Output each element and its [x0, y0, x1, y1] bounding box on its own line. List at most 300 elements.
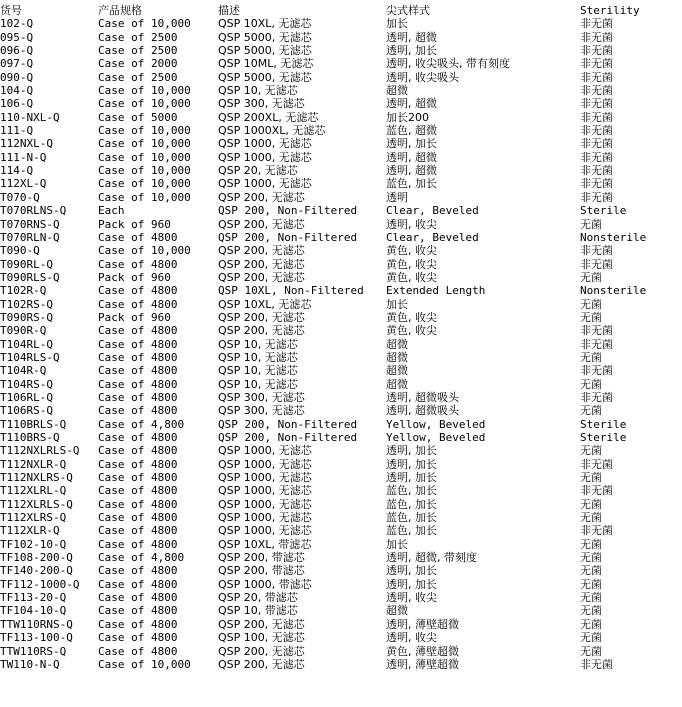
cell-part-number: 090-Q: [0, 70, 34, 84]
cell-part-number: T112XLRL-Q: [0, 484, 67, 498]
cell-sterility: 无菌: [580, 604, 602, 618]
cell-description: QSP 1000, 无滤芯: [218, 150, 312, 164]
cell-pack-size: Case of 2500: [98, 44, 178, 58]
cell-tip-style: 加长: [386, 297, 408, 311]
cell-description: QSP 10, 无滤芯: [218, 350, 298, 364]
cell-sterility: 无菌: [580, 631, 602, 645]
cell-part-number: 112XL-Q: [0, 177, 47, 191]
cell-description: QSP 10XL, Non-Filtered: [218, 284, 364, 298]
cell-description: QSP 10, 无滤芯: [218, 364, 298, 378]
table-row: [0, 578, 682, 591]
cell-pack-size: Case of 4800: [98, 631, 178, 645]
cell-description: QSP 1000, 无滤芯: [218, 444, 312, 458]
cell-sterility: 非无菌: [580, 110, 613, 124]
cell-description: QSP 200, 无滤芯: [218, 257, 305, 271]
cell-description: QSP 200, Non-Filtered: [218, 417, 358, 431]
cell-pack-size: Case of 10,000: [98, 657, 191, 671]
cell-description: QSP 1000, 带滤芯: [218, 577, 312, 591]
cell-tip-style: 黄色, 收尖: [386, 310, 437, 324]
cell-description: QSP 200, 无滤芯: [218, 324, 305, 338]
cell-sterility: 非无菌: [580, 244, 613, 258]
cell-tip-style: 透明, 加长: [386, 137, 437, 151]
cell-pack-size: Case of 4800: [98, 444, 178, 458]
cell-part-number: TF102-10-Q: [0, 537, 67, 551]
table-row: [0, 444, 682, 457]
cell-sterility: 非无菌: [580, 44, 613, 58]
cell-part-number: T070RLN-Q: [0, 230, 60, 244]
cell-sterility: 无菌: [580, 404, 602, 418]
cell-pack-size: Case of 4800: [98, 471, 178, 485]
cell-sterility: 非无菌: [580, 70, 613, 84]
cell-tip-style: 黄色, 薄壁超微: [386, 644, 459, 658]
cell-tip-style: 透明, 薄壁超微: [386, 657, 459, 671]
cell-pack-size: Case of 4800: [98, 524, 178, 538]
cell-pack-size: Case of 4800: [98, 577, 178, 591]
cell-pack-size: Case of 4800: [98, 537, 178, 551]
table-row: [0, 484, 682, 497]
cell-sterility: 无菌: [580, 577, 602, 591]
table-row: [0, 604, 682, 617]
table-row: [0, 391, 682, 404]
cell-pack-size: Case of 2500: [98, 30, 178, 44]
cell-description: QSP 10XL, 带滤芯: [218, 537, 312, 551]
cell-description: QSP 200, 带滤芯: [218, 551, 305, 565]
table-row: [0, 231, 682, 244]
cell-tip-style: 蓝色, 加长: [386, 484, 437, 498]
cell-sterility: 非无菌: [580, 124, 613, 138]
cell-sterility: 无菌: [580, 350, 602, 364]
table-row: [0, 44, 682, 57]
table-row: [0, 258, 682, 271]
cell-tip-style: 加长200: [386, 110, 429, 124]
cell-part-number: 095-Q: [0, 30, 34, 44]
cell-part-number: T104R-Q: [0, 364, 47, 378]
cell-description: QSP 5000, 无滤芯: [218, 44, 312, 58]
cell-description: QSP 300, 无滤芯: [218, 390, 305, 404]
cell-description: QSP 200, 无滤芯: [218, 617, 305, 631]
table-row: [0, 97, 682, 110]
cell-part-number: 111-N-Q: [0, 150, 47, 164]
table-body: [0, 17, 682, 671]
cell-pack-size: Each: [98, 204, 125, 218]
table-row: [0, 458, 682, 471]
cell-sterility: 非无菌: [580, 57, 613, 71]
cell-sterility: 无菌: [580, 497, 602, 511]
cell-sterility: 非无菌: [580, 257, 613, 271]
cell-sterility: 无菌: [580, 537, 602, 551]
cell-pack-size: Case of 10,000: [98, 150, 191, 164]
cell-tip-style: 蓝色, 超微: [386, 124, 437, 138]
cell-tip-style: Extended Length: [386, 284, 486, 298]
cell-pack-size: Pack of 960: [98, 310, 171, 324]
cell-sterility: 无菌: [580, 644, 602, 658]
cell-tip-style: 透明, 超微吸头: [386, 390, 459, 404]
cell-part-number: 112NXL-Q: [0, 137, 53, 151]
cell-sterility: 无菌: [580, 297, 602, 311]
cell-pack-size: Case of 10,000: [98, 244, 191, 258]
table-row: [0, 124, 682, 137]
cell-part-number: T090R-Q: [0, 324, 47, 338]
cell-part-number: T112NXLRLS-Q: [0, 444, 80, 458]
table-row: [0, 151, 682, 164]
cell-tip-style: 透明, 超微吸头: [386, 404, 459, 418]
table-row: [0, 244, 682, 257]
cell-pack-size: Pack of 960: [98, 217, 171, 231]
table-row: [0, 57, 682, 70]
table-row: [0, 271, 682, 284]
table-row: [0, 338, 682, 351]
cell-tip-style: 加长: [386, 537, 408, 551]
cell-pack-size: Case of 4800: [98, 511, 178, 525]
cell-sterility: 非无菌: [580, 324, 613, 338]
cell-sterility: 非无菌: [580, 164, 613, 178]
cell-tip-style: Clear, Beveled: [386, 230, 479, 244]
cell-part-number: T090RL-Q: [0, 257, 53, 271]
cell-tip-style: 透明, 超微: [386, 150, 437, 164]
cell-pack-size: Case of 4800: [98, 364, 178, 378]
cell-tip-style: 黄色, 收尖: [386, 324, 437, 338]
cell-part-number: TF112-1000-Q: [0, 577, 80, 591]
cell-sterility: 非无菌: [580, 137, 613, 151]
cell-description: QSP 200, 无滤芯: [218, 644, 305, 658]
cell-description: QSP 200, 带滤芯: [218, 564, 305, 578]
cell-sterility: 无菌: [580, 310, 602, 324]
cell-tip-style: 透明, 超微: [386, 97, 437, 111]
table-row: [0, 177, 682, 190]
column-header-part-number: 货号: [0, 4, 22, 17]
table-row: [0, 511, 682, 524]
column-header-sterility: Sterility: [580, 4, 640, 17]
cell-part-number: T090-Q: [0, 244, 40, 258]
column-header-tip-style: 尖式样式: [386, 4, 430, 17]
cell-description: QSP 200, 无滤芯: [218, 657, 305, 671]
cell-part-number: T102R-Q: [0, 284, 47, 298]
cell-description: QSP 10, 无滤芯: [218, 377, 298, 391]
cell-pack-size: Case of 4800: [98, 604, 178, 618]
cell-pack-size: Case of 4800: [98, 257, 178, 271]
cell-pack-size: Case of 4800: [98, 404, 178, 418]
table-row: [0, 204, 682, 217]
cell-description: QSP 100, 无滤芯: [218, 631, 305, 645]
cell-part-number: TTW110RNS-Q: [0, 617, 73, 631]
cell-tip-style: 蓝色, 加长: [386, 497, 437, 511]
table-row: [0, 191, 682, 204]
cell-pack-size: Case of 4800: [98, 564, 178, 578]
cell-tip-style: Clear, Beveled: [386, 204, 479, 218]
cell-pack-size: Case of 4800: [98, 431, 178, 444]
cell-pack-size: Case of 5000: [98, 110, 178, 124]
cell-part-number: T106RS-Q: [0, 404, 53, 418]
cell-tip-style: 透明, 加长: [386, 44, 437, 58]
table-row: [0, 591, 682, 604]
cell-sterility: Sterile: [580, 431, 627, 444]
cell-part-number: TF108-200-Q: [0, 551, 73, 565]
cell-pack-size: Case of 10,000: [98, 97, 191, 111]
cell-description: QSP 10ML, 无滤芯: [218, 57, 314, 71]
table-row: [0, 618, 682, 631]
cell-sterility: 无菌: [580, 617, 602, 631]
cell-sterility: 无菌: [580, 471, 602, 485]
cell-part-number: 096-Q: [0, 44, 34, 58]
cell-tip-style: 蓝色, 加长: [386, 524, 437, 538]
cell-sterility: 非无菌: [580, 337, 613, 351]
cell-description: QSP 300, 无滤芯: [218, 97, 305, 111]
cell-sterility: 非无菌: [580, 84, 613, 98]
cell-tip-style: 透明, 薄壁超微: [386, 617, 459, 631]
table-row: [0, 551, 682, 564]
table-row: [0, 538, 682, 551]
cell-part-number: T070-Q: [0, 190, 40, 204]
cell-tip-style: 透明, 加长: [386, 577, 437, 591]
cell-pack-size: Case of 4800: [98, 350, 178, 364]
table-row: [0, 137, 682, 150]
cell-pack-size: Case of 2500: [98, 70, 178, 84]
table-row: [0, 431, 682, 444]
cell-part-number: TF113-100-Q: [0, 631, 73, 645]
cell-tip-style: 超微: [386, 604, 408, 618]
cell-description: QSP 10XL, 无滤芯: [218, 297, 312, 311]
cell-sterility: Nonsterile: [580, 230, 647, 244]
table-row: [0, 17, 682, 30]
cell-pack-size: Case of 4800: [98, 644, 178, 658]
cell-pack-size: Case of 10,000: [98, 124, 191, 138]
cell-tip-style: 透明, 收尖吸头: [386, 70, 459, 84]
table-row: [0, 351, 682, 364]
table-row: [0, 111, 682, 124]
cell-part-number: 111-Q: [0, 124, 34, 138]
cell-part-number: TF113-20-Q: [0, 591, 67, 605]
table-row: [0, 645, 682, 658]
cell-sterility: 无菌: [580, 591, 602, 605]
cell-tip-style: 透明, 超微, 带刻度: [386, 551, 477, 565]
cell-description: QSP 200, Non-Filtered: [218, 230, 358, 244]
cell-part-number: T112NXLR-Q: [0, 457, 67, 471]
table-row: [0, 631, 682, 644]
table-row: [0, 218, 682, 231]
table-row: [0, 84, 682, 97]
table-row: [0, 418, 682, 431]
cell-part-number: T090RLS-Q: [0, 270, 60, 284]
cell-description: QSP 1000, 无滤芯: [218, 484, 312, 498]
cell-pack-size: Case of 10,000: [98, 164, 191, 178]
cell-description: QSP 1000, 无滤芯: [218, 137, 312, 151]
cell-description: QSP 200, Non-Filtered: [218, 431, 358, 444]
cell-description: QSP 200, 无滤芯: [218, 244, 305, 258]
table-row: [0, 378, 682, 391]
cell-description: QSP 1000, 无滤芯: [218, 497, 312, 511]
cell-description: QSP 5000, 无滤芯: [218, 70, 312, 84]
cell-pack-size: Case of 4800: [98, 390, 178, 404]
cell-tip-style: Yellow, Beveled: [386, 431, 486, 444]
cell-pack-size: Case of 4800: [98, 497, 178, 511]
cell-description: QSP 5000, 无滤芯: [218, 30, 312, 44]
cell-sterility: 非无菌: [580, 150, 613, 164]
cell-pack-size: Case of 2000: [98, 57, 178, 71]
cell-sterility: Sterile: [580, 204, 627, 218]
cell-part-number: 104-Q: [0, 84, 34, 98]
cell-tip-style: 透明, 加长: [386, 471, 437, 485]
cell-sterility: 非无菌: [580, 364, 613, 378]
cell-tip-style: 透明, 加长: [386, 444, 437, 458]
cell-description: QSP 20, 无滤芯: [218, 164, 298, 178]
cell-part-number: 106-Q: [0, 97, 34, 111]
cell-pack-size: Case of 4800: [98, 377, 178, 391]
cell-part-number: T104RLS-Q: [0, 350, 60, 364]
cell-part-number: T070RLNS-Q: [0, 204, 67, 218]
table-row: [0, 324, 682, 337]
cell-part-number: T112NXLRS-Q: [0, 471, 73, 485]
table-row: [0, 524, 682, 537]
cell-tip-style: 黄色, 收尖: [386, 257, 437, 271]
table-row: [0, 471, 682, 484]
cell-pack-size: Case of 10,000: [98, 177, 191, 191]
cell-description: QSP 200, Non-Filtered: [218, 204, 358, 218]
cell-part-number: TTW110RS-Q: [0, 644, 67, 658]
cell-pack-size: Pack of 960: [98, 270, 171, 284]
table-row: [0, 284, 682, 297]
cell-tip-style: 黄色, 收尖: [386, 244, 437, 258]
cell-sterility: 无菌: [580, 564, 602, 578]
cell-pack-size: Case of 4,800: [98, 551, 185, 565]
cell-sterility: 无菌: [580, 377, 602, 391]
cell-part-number: TW110-N-Q: [0, 657, 60, 671]
cell-description: QSP 10XL, 无滤芯: [218, 17, 312, 31]
cell-part-number: T110BRLS-Q: [0, 417, 67, 431]
cell-pack-size: Case of 4800: [98, 284, 178, 298]
cell-sterility: 非无菌: [580, 657, 613, 671]
cell-pack-size: Case of 4,800: [98, 417, 185, 431]
cell-sterility: 非无菌: [580, 30, 613, 44]
cell-part-number: T104RS-Q: [0, 377, 53, 391]
column-header-pack-size: 产品规格: [98, 4, 142, 17]
cell-pack-size: Case of 4800: [98, 324, 178, 338]
cell-pack-size: Case of 10,000: [98, 137, 191, 151]
cell-sterility: Nonsterile: [580, 284, 647, 298]
cell-part-number: 114-Q: [0, 164, 34, 178]
cell-pack-size: Case of 4800: [98, 337, 178, 351]
cell-part-number: T112XLRS-Q: [0, 511, 67, 525]
cell-sterility: 非无菌: [580, 190, 613, 204]
cell-tip-style: 超微: [386, 364, 408, 378]
cell-pack-size: Case of 10,000: [98, 17, 191, 31]
cell-part-number: 102-Q: [0, 17, 34, 31]
cell-sterility: 无菌: [580, 444, 602, 458]
table-row: [0, 311, 682, 324]
table-header-row: [0, 4, 682, 17]
cell-sterility: 非无菌: [580, 97, 613, 111]
table-row: [0, 364, 682, 377]
cell-sterility: Sterile: [580, 417, 627, 431]
cell-sterility: 无菌: [580, 270, 602, 284]
cell-tip-style: 加长: [386, 17, 408, 31]
cell-sterility: 非无菌: [580, 17, 613, 31]
table-row: [0, 658, 682, 671]
cell-tip-style: Yellow, Beveled: [386, 417, 486, 431]
cell-sterility: 非无菌: [580, 524, 613, 538]
cell-sterility: 非无菌: [580, 457, 613, 471]
table-row: [0, 31, 682, 44]
cell-sterility: 无菌: [580, 511, 602, 525]
cell-sterility: 非无菌: [580, 484, 613, 498]
product-table: [0, 4, 682, 671]
table-row: [0, 498, 682, 511]
cell-part-number: T110BRS-Q: [0, 431, 60, 444]
cell-description: QSP 1000, 无滤芯: [218, 177, 312, 191]
table-row: [0, 564, 682, 577]
cell-description: QSP 200, 无滤芯: [218, 217, 305, 231]
cell-sterility: 非无菌: [580, 177, 613, 191]
cell-description: QSP 1000XL, 无滤芯: [218, 124, 326, 138]
cell-tip-style: 黄色, 收尖: [386, 270, 437, 284]
cell-description: QSP 200, 无滤芯: [218, 270, 305, 284]
table-row: [0, 404, 682, 417]
cell-part-number: T070RNS-Q: [0, 217, 60, 231]
cell-part-number: 097-Q: [0, 57, 34, 71]
cell-description: QSP 200, 无滤芯: [218, 190, 305, 204]
cell-tip-style: 超微: [386, 377, 408, 391]
cell-tip-style: 蓝色, 加长: [386, 511, 437, 525]
cell-description: QSP 300, 无滤芯: [218, 404, 305, 418]
cell-pack-size: Case of 4800: [98, 457, 178, 471]
cell-pack-size: Case of 10,000: [98, 84, 191, 98]
cell-part-number: TF140-200-Q: [0, 564, 73, 578]
cell-tip-style: 透明: [386, 190, 408, 204]
cell-description: QSP 1000, 无滤芯: [218, 457, 312, 471]
table-header: [0, 4, 682, 17]
cell-pack-size: Case of 10,000: [98, 190, 191, 204]
cell-tip-style: 透明, 超微: [386, 30, 437, 44]
cell-description: QSP 10, 带滤芯: [218, 604, 298, 618]
cell-description: QSP 10, 无滤芯: [218, 84, 298, 98]
cell-tip-style: 透明, 收尖: [386, 217, 437, 231]
cell-description: QSP 1000, 无滤芯: [218, 471, 312, 485]
cell-tip-style: 透明, 收尖: [386, 631, 437, 645]
cell-pack-size: Case of 4800: [98, 230, 178, 244]
cell-sterility: 无菌: [580, 551, 602, 565]
cell-part-number: TF104-10-Q: [0, 604, 67, 618]
cell-pack-size: Case of 4800: [98, 591, 178, 605]
cell-part-number: T106RL-Q: [0, 390, 53, 404]
cell-pack-size: Case of 4800: [98, 617, 178, 631]
cell-sterility: 非无菌: [580, 390, 613, 404]
cell-description: QSP 200, 无滤芯: [218, 310, 305, 324]
cell-pack-size: Case of 4800: [98, 297, 178, 311]
cell-tip-style: 透明, 超微: [386, 164, 437, 178]
cell-part-number: T112XLR-Q: [0, 524, 60, 538]
cell-tip-style: 超微: [386, 84, 408, 98]
cell-part-number: 110-NXL-Q: [0, 110, 60, 124]
cell-part-number: T104RL-Q: [0, 337, 53, 351]
cell-description: QSP 20, 带滤芯: [218, 591, 298, 605]
cell-sterility: 无菌: [580, 217, 602, 231]
cell-description: QSP 10, 无滤芯: [218, 337, 298, 351]
cell-tip-style: 透明, 收尖: [386, 591, 437, 605]
cell-tip-style: 超微: [386, 350, 408, 364]
cell-pack-size: Case of 4800: [98, 484, 178, 498]
cell-tip-style: 透明, 收尖吸头, 带有刻度: [386, 57, 510, 71]
cell-tip-style: 蓝色, 加长: [386, 177, 437, 191]
table-row: [0, 298, 682, 311]
column-header-description: 描述: [218, 4, 240, 17]
cell-part-number: T090RS-Q: [0, 310, 53, 324]
cell-tip-style: 超微: [386, 337, 408, 351]
cell-part-number: T112XLRLS-Q: [0, 497, 73, 511]
cell-part-number: T102RS-Q: [0, 297, 53, 311]
cell-tip-style: 透明, 加长: [386, 457, 437, 471]
cell-description: QSP 1000, 无滤芯: [218, 511, 312, 525]
table-row: [0, 164, 682, 177]
table-row: [0, 71, 682, 84]
